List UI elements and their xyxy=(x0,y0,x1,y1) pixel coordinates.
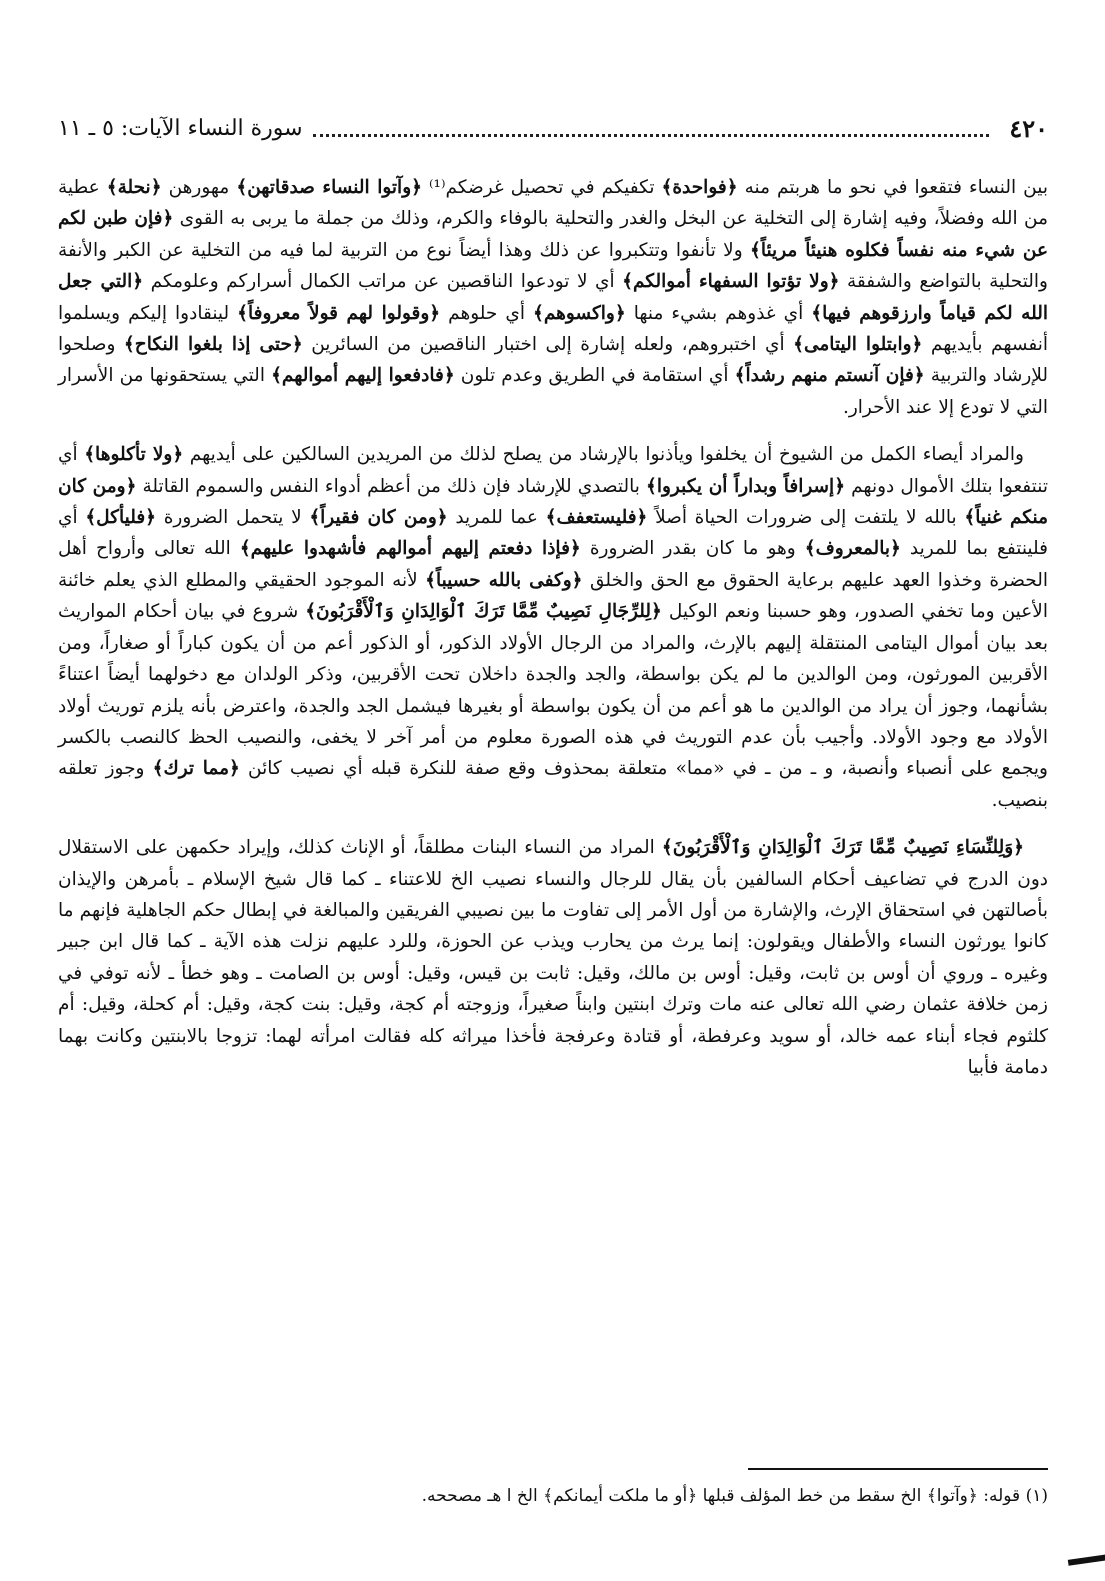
quran-quote: ﴿لِلرِّجَالِ نَصِيبٌ مِّمَّا تَرَكَ ٱلْوَالِدَانِ وَٱلْأَقْرَبُونَ﴾ xyxy=(305,601,662,623)
commentary-run: وصلحوا للإرشاد والتربية xyxy=(58,334,1048,387)
quran-quote: ﴿واكسوهم﴾ xyxy=(533,302,626,324)
quran-quote: ﴿وابتلوا اليتامى﴾ xyxy=(793,334,923,356)
quran-quote: ﴿ولا تأكلوها﴾ xyxy=(84,444,184,466)
commentary-run: أي تنتفعوا بتلك الأموال دونهم xyxy=(58,444,1048,497)
commentary-run: أي فلينتفع بما للمريد xyxy=(58,507,1048,560)
running-title: سورة النساء الآيات: ٥ ـ ١١ xyxy=(58,115,303,141)
quran-quote: ﴿مما ترك﴾ xyxy=(152,758,240,780)
book-page xyxy=(58,0,1048,1581)
quran-quote: ﴿فإن طبن لكم عن شيء منه نفساً فكلوه هنيئاً مريئاً﴾ xyxy=(58,208,1048,261)
quran-quote: ﴿فليأكل﴾ xyxy=(85,507,157,529)
commentary-run: شروع في بيان أحكام المواريث بعد بيان أموال اليتامى المنتقلة إليهم بالإرث، والمراد من الرجال الأولاد الذكور، أو الذكور أعم من أن يكون كباراً أو صغاراً، ومن الأقربين المورثون، ومن الوالدين ما لم يكن بواسطة، والجد والجدة داخلان تحت الأقربين، وذكر الولدان مع دخولهما أيضاً اعتناءً بشأنهما، وجوز أن يراد من الوالدين ما هو أعم من أن يكون بواسطة أو بغيرها فيشمل الجد والجدة، واعترض بأنه يلزم توريث أولاد الأولاد مع وجود الأولاد. وأجيب بأن عدم التوريث في هذه الصورة معلوم من أمر آخر لا يخفى، والنصيب الحظ كالنصب بالكسر ويجمع على أنصباء وأنصبة، و ـ من ـ في «مما» متعلقة بمحذوف وقع صفة للنكرة قبله أي نصيب كائن xyxy=(58,601,1048,780)
quran-quote: ﴿التي جعل الله لكم قياماً وارزقوهم فيها﴾ xyxy=(58,271,1048,324)
commentary-run: بين النساء فتقعوا في نحو ما هربتم منه xyxy=(737,177,1048,198)
commentary-run: أي اختبروهم، ولعله إشارة إلى اختبار الناقصين من السائرين xyxy=(302,334,794,356)
commentary-run: الله تعالى وأرواح أهل الحضرة وخذوا العهد عليهم برعاية الحقوق مع الحق والخلق xyxy=(58,538,1048,591)
quran-quote: ﴿ولا تؤتوا السفهاء أموالكم﴾ xyxy=(622,271,840,293)
quran-quote: ﴿وقولوا لهم قولاً معروفاً﴾ xyxy=(237,302,441,324)
quran-quote: ﴿فادفعوا إليهم أموالهم﴾ xyxy=(271,365,455,387)
commentary-run: لا يتحمل الضرورة xyxy=(156,507,310,529)
quran-quote: ﴿فواحدة﴾ xyxy=(661,177,738,198)
commentary-run: عما للمريد xyxy=(447,507,546,529)
quran-quote: ﴿فإن آنستم منهم رشداً﴾ xyxy=(734,365,925,387)
commentary-text xyxy=(58,172,1048,1099)
commentary-run: أي استقامة في الطريق وعدم تلون xyxy=(454,365,735,387)
paragraph xyxy=(58,172,1048,423)
page-number: ٤٢٠ xyxy=(1009,113,1048,143)
footnote-divider xyxy=(748,1468,1048,1470)
commentary-run: بالله لا يلتفت إلى ضرورات الحياة أصلاً xyxy=(647,507,965,529)
scan-edge-mark xyxy=(1068,1554,1105,1566)
commentary-run: التي يستحقونها من الأسرار التي لا تودع إلا عند الأحرار. xyxy=(58,365,1048,418)
quran-quote: ﴿وكفى بالله حسيباً﴾ xyxy=(425,569,583,591)
quran-quote: ﴿نحلة﴾ xyxy=(106,177,162,198)
quran-quote: ﴿بالمعروف﴾ xyxy=(804,538,901,560)
commentary-run: لأنه الموجود الحقيقي والمطلع الذي يعلم خائنة الأعين وما تخفي الصدور، وهو حسبنا ونعم الوكيل xyxy=(58,569,1048,623)
quran-quote: ﴿وآتوا النساء صدقاتهن﴾ xyxy=(236,177,422,198)
commentary-run: والمراد أيصاء الكمل من الشيوخ أن يخلفوا ويأذنوا بالإرشاد من يصلح لذلك من المريدين السالكين على أيديهم xyxy=(183,444,1024,466)
commentary-run: بالتصدي للإرشاد فإن ذلك من أعظم أدواء النفس والسموم القاتلة xyxy=(136,475,647,497)
commentary-run: وجوز تعلقه بنصيب. xyxy=(58,758,1048,811)
quran-quote: ﴿فليستعفف﴾ xyxy=(545,507,648,529)
quran-quote: ﴿وَلِلنِّسَاءِ نَصِيبٌ مِّمَّا تَرَكَ ٱلْوَالِدَانِ وَٱلْأَقْرَبُونَ﴾ xyxy=(661,837,1024,859)
page-header xyxy=(58,110,1048,146)
commentary-run: تكفيكم في تحصيل غرضكم⁽¹⁾ xyxy=(421,177,662,198)
paragraph xyxy=(58,832,1048,1083)
commentary-run: وهو ما كان بقدر الضرورة xyxy=(580,538,805,560)
commentary-run: ولا تأنفوا وتتكبروا عن ذلك وهذا أيضاً نوع من التربية لما فيه من التخلية عن الكبر والأنفة والتحلية بالتواضع والشفقة xyxy=(58,239,1048,293)
quran-quote: ﴿ومن كان منكم غنياً﴾ xyxy=(58,475,1049,529)
commentary-run: المراد من النساء البنات مطلقاً، أو الإناث كذلك، وإيراد حكمهن على الاستقلال دون الدرج في تضاعيف أحكام السالفين بأن يقال للرجال والنساء نصيب الخ للاعتناء ـ كما قال شيخ الإسلام ـ بأمرهن والإيذان بأصالتهن في استحقاق الإرث، والإشارة من أول الأمر إلى تفاوت ما بين نصيبي الفريقين والمبالغة في إبطال حكم الجاهلية فإنهم ما كانوا يورثون النساء والأطفال ويقولون: إنما يرث من يحارب ويذب عن الحوزة، وللرد عليهم نزلت هذه الآية ـ كما قال ابن جبير وغيره ـ وروي أن أوس بن ثابت، وقيل: أوس بن مالك، وقيل: ثابت بن قيس، وقيل: أوس بن الصامت ـ وهو خطأ ـ لأنه توفي في زمن خلافة عثمان رضي الله تعالى عنه مات وترك ابنتين وابناً صغيراً، وزوجته أم كجة، وقيل: بنت كجة، وقيل: أم كحلة، وقيل: أم كلثوم فجاء أبناء عمه خالد، أو سويد وعرفطة، أو قتادة وعرفجة فأخذا ميراثه كله فقالت امرأته لهما: تزوجا بالابنتين وكانت بهما دمامة فأبيا xyxy=(58,837,1048,1078)
commentary-run: أي لا تودعوا الناقصين عن مراتب الكمال أسراركم وعلومكم xyxy=(143,271,623,293)
quran-quote: ﴿حتى إذا بلغوا النكاح﴾ xyxy=(123,334,303,356)
quran-quote: ﴿فإذا دفعتم إليهم أموالهم فأشهدوا عليهم﴾ xyxy=(239,538,581,560)
quran-quote: ﴿إسرافاً وبداراً أن يكبروا﴾ xyxy=(646,475,846,497)
commentary-run: عطية من الله وفضلاً، وفيه إشارة إلى التخلية عن البخل والغدر والتحلية بالوفاء والكرم، وذلك من جملة ما يربى به القوى xyxy=(58,177,1048,230)
commentary-run: مهورهن xyxy=(161,177,237,198)
header-dot-leader xyxy=(313,120,990,137)
commentary-run: أي غذوهم بشيء منها xyxy=(625,302,812,324)
commentary-run: لينقادوا إليكم ويسلموا أنفسهم بأيديهم xyxy=(58,302,1049,356)
quran-quote: ﴿ومن كان فقيراً﴾ xyxy=(309,507,448,529)
paragraph xyxy=(58,439,1048,816)
footnote: (١) قوله: ﴿وآتوا﴾ الخ سقط من خط المؤلف قبلها ﴿أو ما ملكت أيمانكم﴾ الخ ا هـ مصححه. xyxy=(421,1486,1048,1506)
commentary-run: أي حلوهم xyxy=(440,302,533,324)
